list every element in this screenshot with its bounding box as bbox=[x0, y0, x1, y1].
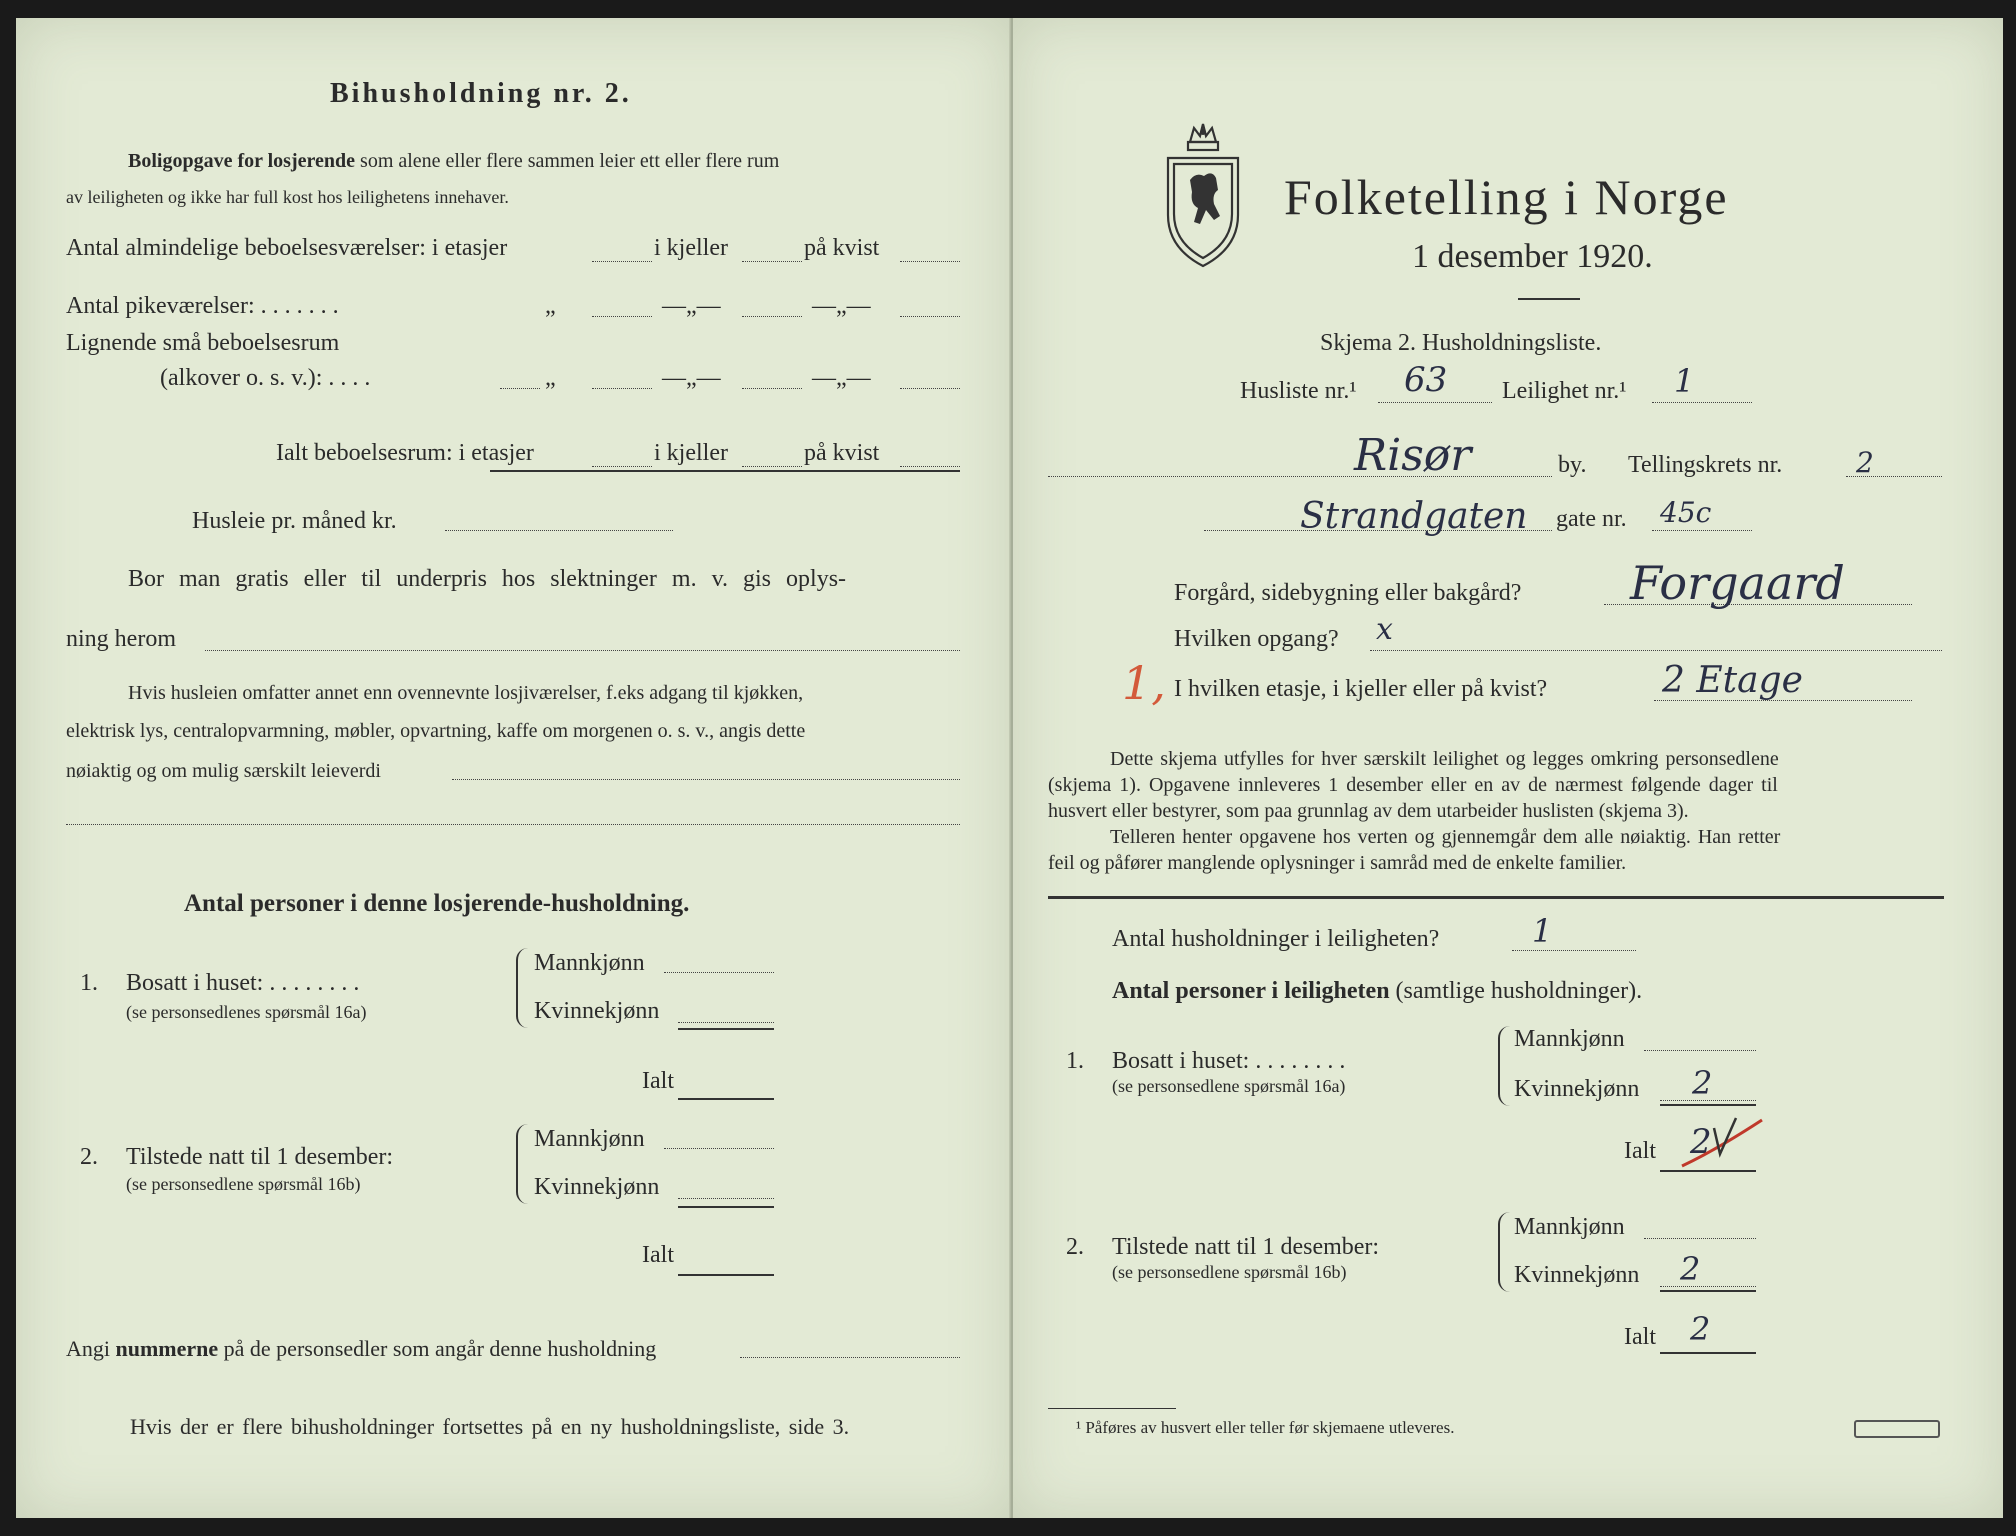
ialt-kvist-label: på kvist bbox=[804, 440, 880, 466]
section-rule bbox=[1048, 896, 1944, 899]
lignende-ditto-2: —„— bbox=[662, 365, 721, 391]
right-q2-mann-label: Mannkjønn bbox=[1514, 1214, 1625, 1240]
angi-bold: nummerne bbox=[115, 1336, 219, 1361]
etasje-value[interactable]: 2 Etage bbox=[1662, 660, 1803, 701]
folketelling-title: Folketelling i Norge bbox=[1284, 169, 1729, 225]
printer-stamp bbox=[1854, 1420, 1940, 1438]
ialt-kjeller-label: i kjeller bbox=[654, 440, 728, 466]
gate-nr-value[interactable]: 45c bbox=[1660, 496, 1712, 529]
left-q2-sum-rule bbox=[678, 1206, 774, 1208]
intro-bold: Boligopgave for losjerende bbox=[128, 150, 356, 172]
dette-line-3: husvert eller bestyrer, som paa grunnlag av dem utarbeider huslisten (skjema 3). bbox=[1048, 800, 1689, 822]
lignende-ditto-3: —„— bbox=[812, 365, 871, 391]
left-q2-ialt-label: Ialt bbox=[642, 1242, 674, 1268]
leilighet-line[interactable] bbox=[1652, 402, 1752, 403]
right-q1-kvinne-value[interactable]: 2 bbox=[1692, 1064, 1713, 1102]
leilighet-label: Leilighet nr.¹ bbox=[1502, 378, 1627, 404]
opgang-line[interactable] bbox=[1370, 650, 1942, 651]
left-q1-brace bbox=[516, 948, 528, 1028]
right-q2-brace bbox=[1498, 1212, 1510, 1292]
opgang-value[interactable]: x bbox=[1376, 612, 1393, 647]
kjeller-line[interactable] bbox=[742, 261, 802, 262]
pike-ditto-2: —„— bbox=[662, 293, 721, 319]
right-q1-num: 1. bbox=[1066, 1048, 1084, 1074]
by-line[interactable] bbox=[1048, 476, 1552, 477]
footnote-text: ¹ Påføres av husvert eller teller før skjemaene utleveres. bbox=[1076, 1418, 1455, 1437]
left-q2-ialt-line[interactable] bbox=[678, 1274, 774, 1276]
right-q2-kvinne-value[interactable]: 2 bbox=[1680, 1250, 1701, 1288]
ialt-kjeller-line[interactable] bbox=[742, 466, 802, 467]
left-q1-label: Bosatt i huset: . . . . . . . . bbox=[126, 970, 360, 996]
antal-personer-bold: Antal personer i leiligheten bbox=[1112, 978, 1390, 1004]
left-q1-sum-rule bbox=[678, 1028, 774, 1030]
correction-stroke-icon bbox=[1676, 1110, 1766, 1174]
left-q2-sub: (se personsedlene spørsmål 16b) bbox=[126, 1174, 361, 1194]
right-q2-kvinne-label: Kvinnekjønn bbox=[1514, 1262, 1640, 1288]
intro-line-2: av leiligheten og ikke har full kost hos leilighetens innehaver. bbox=[66, 187, 509, 207]
leilighet-value[interactable]: 1 bbox=[1674, 362, 1695, 400]
dette-line-1: Dette skjema utfylles for hver særskilt leilighet og legges omkring personsedlene bbox=[1110, 748, 1779, 770]
kvist-label: på kvist bbox=[804, 235, 880, 261]
pike-ditto-1: „ bbox=[545, 293, 556, 319]
right-q1-kvinne-label: Kvinnekjønn bbox=[1514, 1076, 1640, 1102]
intro-line-1 bbox=[128, 150, 779, 173]
right-q1-ialt-line[interactable] bbox=[1660, 1170, 1756, 1172]
opgang-label: Hvilken opgang? bbox=[1174, 626, 1339, 652]
left-footer: Hvis der er flere bihusholdninger fortsettes på en ny husholdningsliste, side 3. bbox=[130, 1414, 850, 1439]
tellingskrets-value[interactable]: 2 bbox=[1856, 446, 1874, 479]
skjema-label: Skjema 2. Husholdningsliste. bbox=[1320, 330, 1602, 356]
lignende-line-1[interactable] bbox=[592, 388, 652, 389]
right-q2-ialt-label: Ialt bbox=[1624, 1324, 1656, 1350]
left-q1-num: 1. bbox=[80, 970, 98, 996]
right-q1-mann-label: Mannkjønn bbox=[1514, 1026, 1625, 1052]
etasjer-line[interactable] bbox=[592, 261, 652, 262]
by-label: by. bbox=[1558, 452, 1587, 478]
lignende-line-3[interactable] bbox=[900, 388, 960, 389]
left-q2-kvinne-line[interactable] bbox=[678, 1198, 774, 1199]
antal-husholdninger-line[interactable] bbox=[1512, 950, 1636, 951]
angi-word: Angi bbox=[66, 1336, 110, 1361]
antal-husholdninger-value[interactable]: 1 bbox=[1532, 912, 1553, 950]
gate-value[interactable]: Strandgaten bbox=[1300, 496, 1528, 537]
left-q1-mann-line[interactable] bbox=[664, 972, 774, 973]
antal-husholdninger-label: Antal husholdninger i leiligheten? bbox=[1112, 926, 1440, 952]
husleie-label: Husleie pr. måned kr. bbox=[192, 508, 397, 534]
tellingskrets-label: Tellingskrets nr. bbox=[1628, 452, 1783, 478]
kjeller-label: i kjeller bbox=[654, 235, 728, 261]
right-q2-num: 2. bbox=[1066, 1234, 1084, 1260]
left-q1-kvinne-line[interactable] bbox=[678, 1022, 774, 1023]
left-q2-kvinne-label: Kvinnekjønn bbox=[534, 1174, 660, 1200]
left-q2-num: 2. bbox=[80, 1144, 98, 1170]
right-q2-ialt-line[interactable] bbox=[1660, 1352, 1756, 1354]
leieverdi-line-2[interactable] bbox=[66, 824, 960, 825]
coat-of-arms-icon bbox=[1160, 120, 1246, 272]
left-q2-mann-label: Mannkjønn bbox=[534, 1126, 645, 1152]
lignende-ditto-1: „ bbox=[545, 365, 556, 391]
ning-herom-line[interactable] bbox=[205, 650, 960, 651]
etasje-red-mark: 1, bbox=[1122, 656, 1166, 710]
kvist-line[interactable] bbox=[900, 261, 960, 262]
row-lignende-label-2: (alkover o. s. v.): . . . . bbox=[160, 365, 371, 391]
angi-rest: på de personsedler som angår denne husholdning bbox=[223, 1336, 657, 1361]
right-q1-label: Bosatt i huset: . . . . . . . . bbox=[1112, 1048, 1346, 1074]
ialt-underline bbox=[490, 470, 960, 472]
right-q1-mann-line[interactable] bbox=[1644, 1050, 1756, 1051]
lignende-line-0[interactable] bbox=[500, 388, 540, 389]
forgaard-label: Forgård, sidebygning eller bakgård? bbox=[1174, 580, 1522, 606]
antal-personer-heading: Antal personer i denne losjerende-husholdning. bbox=[184, 890, 690, 917]
left-q1-ialt-label: Ialt bbox=[642, 1068, 674, 1094]
right-q1-ialt-value[interactable]: 2 bbox=[1690, 1122, 1712, 1162]
hvis-line-2: elektrisk lys, centralopvarmning, møbler, opvartning, kaffe om morgenen o. s. v., angis dette bbox=[66, 720, 806, 742]
left-q1-ialt-line[interactable] bbox=[678, 1098, 774, 1100]
pike-line-1[interactable] bbox=[592, 316, 652, 317]
row-almindelige-label: Antal almindelige beboelsesværelser: i etasjer bbox=[66, 235, 508, 261]
dette-line-5: feil og påfører manglende oplysninger i samråd med de enkelte familier. bbox=[1048, 852, 1627, 874]
husliste-line[interactable] bbox=[1378, 402, 1492, 403]
gate-label: gate nr. bbox=[1556, 506, 1627, 532]
intro-rest: som alene eller flere sammen leier ett eller flere rum bbox=[360, 150, 780, 172]
dette-line-4: Telleren henter opgavene hos verten og gjennemgår dem alle nøiaktig. Han retter bbox=[1110, 826, 1781, 848]
row-lignende-label-1: Lignende små beboelsesrum bbox=[66, 330, 340, 356]
right-q2-sum-rule bbox=[1660, 1290, 1756, 1292]
right-q2-kvinne-line[interactable] bbox=[1660, 1286, 1756, 1287]
bor-man-line-1: Bor man gratis eller til underpris hos slektninger m. v. gis oplys- bbox=[128, 566, 847, 592]
pike-ditto-3: —„— bbox=[812, 293, 871, 319]
left-q1-mann-label: Mannkjønn bbox=[534, 950, 645, 976]
right-q2-sub: (se personsedlene spørsmål 16b) bbox=[1112, 1262, 1347, 1282]
hvis-line-3: nøiaktig og om mulig særskilt leieverdi bbox=[66, 760, 381, 782]
pike-line-2[interactable] bbox=[742, 316, 802, 317]
title-rule bbox=[1518, 298, 1580, 300]
right-q1-sub: (se personsedlene spørsmål 16a) bbox=[1112, 1076, 1346, 1096]
right-q1-sum-rule bbox=[1660, 1104, 1756, 1106]
hvis-line-1: Hvis husleien omfatter annet enn ovennevnte losjiværelser, f.eks adgang til kjøkken, bbox=[128, 682, 804, 704]
right-q2-ialt-value[interactable]: 2 bbox=[1690, 1310, 1711, 1348]
left-q2-mann-line[interactable] bbox=[664, 1148, 774, 1149]
pike-line-3[interactable] bbox=[900, 316, 960, 317]
ialt-etasjer-line[interactable] bbox=[592, 466, 652, 467]
gate-nr-line[interactable] bbox=[1652, 530, 1752, 531]
left-q1-kvinne-label: Kvinnekjønn bbox=[534, 998, 660, 1024]
husliste-value[interactable]: 63 bbox=[1404, 360, 1448, 400]
forgaard-value[interactable]: Forgaard bbox=[1630, 556, 1845, 610]
left-q2-label: Tilstede natt til 1 desember: bbox=[126, 1144, 394, 1170]
left-q1-sub: (se personsedlenes spørsmål 16a) bbox=[126, 1002, 367, 1022]
by-value[interactable]: Risør bbox=[1354, 430, 1472, 481]
ning-herom-label: ning herom bbox=[66, 626, 176, 652]
husliste-label: Husliste nr.¹ bbox=[1240, 378, 1357, 404]
angi-line bbox=[66, 1336, 656, 1362]
antal-personer-line bbox=[1112, 978, 1642, 1005]
right-q2-mann-line[interactable] bbox=[1644, 1238, 1756, 1239]
right-q1-brace bbox=[1498, 1026, 1510, 1106]
angi-line-fill[interactable] bbox=[740, 1357, 960, 1358]
antal-personer-rest: (samtlige husholdninger). bbox=[1395, 978, 1643, 1004]
ialt-kvist-line[interactable] bbox=[900, 466, 960, 467]
dette-line-2: (skjema 1). Opgavene innleveres 1 desember eller en av de nærmest følgende dager til bbox=[1048, 774, 1778, 796]
row-ialt-label: Ialt beboelsesrum: i etasjer bbox=[276, 440, 534, 466]
husleie-line[interactable] bbox=[445, 530, 673, 531]
census-date: 1 desember 1920. bbox=[1412, 238, 1653, 275]
leieverdi-line[interactable] bbox=[452, 779, 960, 780]
lignende-line-2[interactable] bbox=[742, 388, 802, 389]
etasje-label: I hvilken etasje, i kjeller eller på kvist? bbox=[1174, 676, 1548, 702]
footnote-rule bbox=[1048, 1408, 1176, 1409]
row-pike-label: Antal pikeværelser: . . . . . . . bbox=[66, 293, 339, 319]
right-q2-label: Tilstede natt til 1 desember: bbox=[1112, 1234, 1380, 1260]
bihusholdning-title: Bihusholdning nr. 2. bbox=[330, 78, 632, 109]
left-q2-brace bbox=[516, 1124, 528, 1204]
right-q1-ialt-label: Ialt bbox=[1624, 1138, 1656, 1164]
